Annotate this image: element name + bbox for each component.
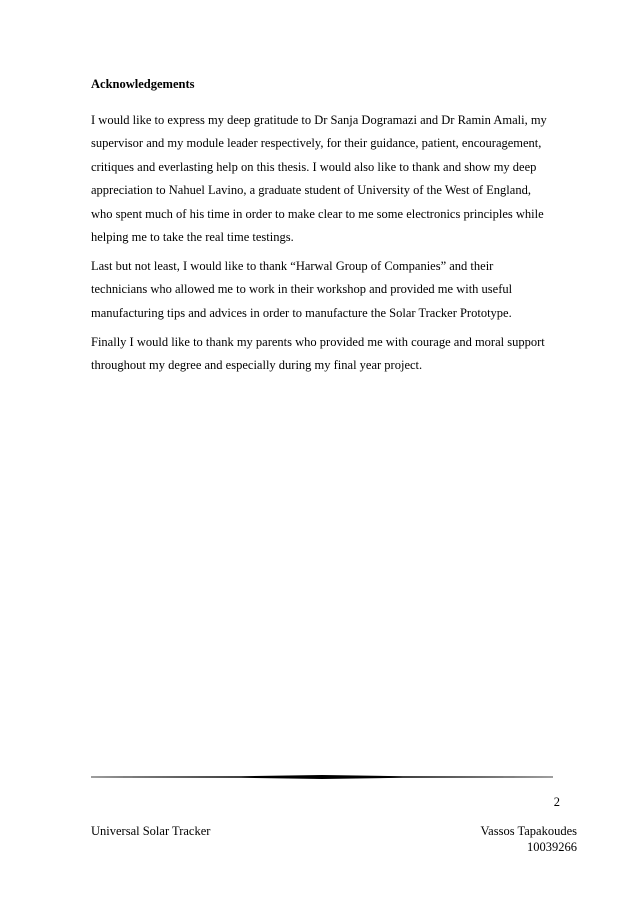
paragraph-line: helping me to take the real time testings. xyxy=(91,230,294,245)
footer-document-title: Universal Solar Tracker xyxy=(91,824,211,838)
paragraph-line: I would like to express my deep gratitude to Dr Sanja Dogramazi and Dr Ramin Amali, my xyxy=(91,113,547,127)
paragraph-parents xyxy=(91,331,571,378)
footer-author-name: Vassos Tapakoudes xyxy=(480,824,577,838)
section-heading: Acknowledgements xyxy=(91,77,195,91)
paragraph-line: technicians who allowed me to work in their workshop and provided me with useful xyxy=(91,282,513,297)
paragraph-line: critiques and everlasting help on this thesis. I would also like to thank and show my deep xyxy=(91,159,537,174)
footer-divider xyxy=(91,775,553,779)
paragraph-line: manufacturing tips and advices in order to manufacture the Solar Tracker Prototype. xyxy=(91,305,512,320)
page-number: 2 xyxy=(553,795,560,809)
paragraph-line: throughout my degree and especially during my final year project. xyxy=(91,358,423,373)
paragraph-line: Last but not least, I would like to thank “Harwal Group of Companies” and their xyxy=(91,259,494,273)
paragraph-line: Finally I would like to thank my parents who provided me with courage and moral support xyxy=(91,335,545,349)
paragraph-harwal xyxy=(91,255,571,325)
paragraph-gratitude xyxy=(91,109,571,249)
paragraph-line: appreciation to Nahuel Lavino, a graduate student of University of the West of England, xyxy=(91,183,531,198)
paragraph-line: who spent much of his time in order to make clear to me some electronics principles while xyxy=(91,206,544,221)
footer-author-block xyxy=(481,823,577,855)
footer-student-id: 10039266 xyxy=(527,840,577,854)
paragraph-line: supervisor and my module leader respectively, for their guidance, patient, encouragement, xyxy=(91,136,542,151)
